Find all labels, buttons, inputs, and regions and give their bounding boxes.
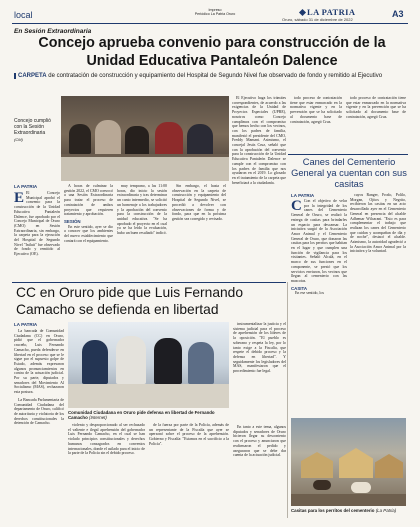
photo-camacho	[68, 322, 229, 408]
photo3-credit: (Internet)	[89, 415, 107, 421]
article1-byline: LA PATRIA	[14, 184, 38, 189]
header-page-number: A3	[392, 9, 404, 19]
article2-body-col1b: La Bancada Parlamentaria de Comunidad Ciudadana del departamento de Oruro, calificó de autoritaria y violatoria de los derechos constitucionales la detención de Camacho.	[14, 397, 64, 426]
article2-body-col2: violento y desproporcionado al ser rechazado el valiente e ilegal aprehensión del gobernador Luis Fernando Camacho, en el cual se han violado principios constitucionales y derechos humanos consagrados en convenios internacionales, donde el asilado para el inicio de la parte de la Policía sin el debido proceso.	[68, 423, 145, 456]
sidebar-body-a: Con el objetivo de velar por la integridad de los canes del Cementerio General de Oruro, se realizó la entrega de casitas para brindarles un espacio para descansar. La iniciativa surgió de la Asociación Amor Animal y el Cementerio General de Oruro, que donaron las casitas para los perritos que habitan en el lugar y que cumplen una función de vigilancia para los visitantes. Señaló Alcalá, en el marco de sus funciones en el componente, se prestó que los servicios enviaron, los vecinos que llegan al cementerio con las mascotas.	[291, 199, 347, 283]
article1-body-col5: todo proceso de contratación tiene que estar enmarcado en la normativa vigente y en la prevención que se ha solicitado al documento base de contratación, agregó Cruz.	[290, 96, 342, 124]
article2-byline: LA PATRIA	[14, 322, 38, 327]
article1-body-col4b: Sin embargo, el hasta el observación en la carpeta de construcción y equipamiento del Hospital de Segundo Nivel, se procedió a devolver con observaciones de forma y de fondo, para que en la próxima gestión sea corregido y revisado.	[172, 184, 226, 221]
header-section-label: local	[14, 10, 33, 20]
header-rule	[12, 23, 408, 24]
logo-text: LA PATRIA	[307, 7, 356, 17]
article2-body-col3: de la fuerza por parte de la Policía, además de un representante de la Fiscalía que ayer se apersonó sobre el proceso de la aprehensión. Gobierno y Fiscalía: "Estamos en el sacrificio a la Policía".	[149, 423, 229, 446]
article2-body-col4: instrumentalizar la justicia y el sistema judicial para el proceso de aprehensión de los líderes de la oposición. "El pueblo es soberano y respeta la ley, por lo tanto exige a la Fiscalía, que respete el debido proceso y la defensa en libertad". Y seguidamente los legisladores del MAS, manifestaron que el procedimiento fue legal.	[233, 322, 286, 374]
article1-col4-cont	[172, 184, 226, 278]
article1-col4	[232, 96, 286, 278]
article2-body-col1: La bancada de Comunidad Ciudadana (CC) en Oruro, pidió que el gobernador cruceño, Luis Fernando Camacho, pueda defenderse en libertad en el proceso que se le sigue por el supuesto golpe de Estado, además expresaron algunos pronunciamientos en contra de la actuación judicial. Por su parte, diputados y senadores del Movimiento Al Socialismo (MAS), rechazaron esta postura.	[14, 329, 64, 395]
photo1-credit: (CM)	[14, 137, 23, 142]
article1-body-col2: A horas de culminar la gestión 2022, el CMO convocó a una Sesión Extraordinaria para tratar el proceso de contratación de ambos proyectos que requieren tratamiento y aprobación.	[64, 184, 113, 217]
header-center-line2: Periódico La Patria Oruro	[194, 12, 236, 17]
sidebar-col2	[350, 193, 406, 393]
header-center-line1: Impreso	[208, 8, 222, 12]
sidebar-subhead: CASITA	[291, 285, 308, 291]
sidebar-body-c: En ese sentido, los	[295, 291, 324, 296]
article2-headline: CC en Oruro pide que Luis Fernando Camacho se defienda en libertad	[16, 285, 244, 317]
dropcap: E	[14, 191, 25, 206]
article1-body-col1: El Concejo Municipal aprobó el convenio para la construcción de la Unidad Educativa Pantaleón Dalence, fue aprobado por el Concejo Municipal de Oruro (CMO) en Sesión Extraordinaria, sin embargo, la carpeta para la ejecución del Hospital de Segundo Nivel "Iniluit" fue observado de fondo y remitido al Ejecutivo (OE).	[14, 191, 60, 257]
article1-lead	[14, 73, 404, 80]
logo-mark-icon	[299, 9, 306, 16]
photo3-caption-box	[68, 410, 229, 421]
article1-lead-label: CARPETA	[14, 73, 47, 79]
article1-col6	[346, 96, 406, 151]
photo1-caption-box	[14, 118, 58, 143]
article1-headline: Concejo aprueba convenio para construcción de la Unidad Educativa Pantaleón Dalence	[38, 35, 386, 69]
article1-subhead: SESIÓN	[64, 218, 81, 224]
article1-body-col2b: En este sentido, ayer se dio a conocer que los ambientes del nuevo establecimiento que contará con el equipamiento.	[64, 224, 113, 243]
photo2-credit: (La Patria)	[375, 508, 397, 513]
sidebar-dropcap: C	[291, 199, 302, 214]
article2-col5	[233, 425, 286, 519]
article1-body-col4: El Ejecutivo haga los trámites correspondientes, de acuerdo a las exigencias de la Unidad de Proyectos Especiales (UPRE), nosotros como Concejo cumplimos con el compromiso que hemos hecho con los vecinos, con los padres de familia, manifestó el presidente del CMO, Freddy Mamani. Asimismo, el concejal Jesús Cruz, señaló que con la aprobación del convenio para la construcción de la Unidad Educativa Pantaleón Dalence se cumple con el compromiso con los padres de familia que nos ayudaron en el 2019. Lo glosado en el tratamiento de la carpeta que beneficiará a la ciudadanía.	[232, 96, 286, 185]
header-center	[175, 8, 255, 17]
sidebar-col1	[291, 199, 347, 397]
sidebar-headline: Canes del Cementerio General ya cuentan con sus casitas	[291, 157, 407, 189]
article2-col3	[149, 423, 229, 519]
sidebar-rule	[288, 154, 408, 155]
photo-council	[61, 96, 229, 181]
article2-col1	[14, 329, 64, 519]
article1-lead-text: de contratación de construcción y equipamiento del Hospital de Segundo Nivel fue observado de fondo y remitido al Ejecutivo	[48, 73, 383, 79]
photo1-caption: Concejo cumplió con la Sesión Extraordinaria	[14, 118, 51, 136]
article2-col4	[233, 322, 286, 422]
photo2-caption-box	[291, 508, 409, 514]
sidebar-body-b: cuyos Ranger, Frodo, Polilo, Morgan, Ojitos y Negrito, recibieron las casitas en un acto desarrollado ayer en el Cementerio General en presencia del alcalde Adhemar Wilcarani. "Esto es para complementar el trabajo que realizan los canes del Cementerio que cuidan y acompañan de día y de noche", destacó el alcalde. Asimismo, la autoridad agradeció a la Asociación Amor Animal por la iniciativa y la voluntad.	[350, 193, 406, 254]
vertical-divider	[287, 282, 288, 518]
article1-col5	[290, 96, 342, 151]
article1-body-col3: muy temprano, a las 11:00 horas, dio inicio la sesión extraordinaria y tras determinar un canto intermedio, se solicitó un homenaje a los trabajadores y la aprobación del convenio para la construcción de la unidad educativa. "Se ha aprobado el proyecto en el cual ya se ha leído la evaluación, hubo un buen resultado" indicó.	[117, 184, 167, 236]
photo3-caption: Comunidad Ciudadana en Oruro pide defensa en libertad de Fernando Camacho	[68, 410, 215, 421]
article2-rule	[12, 282, 286, 283]
photo2-caption: Casitas para los perritos del cementerio	[291, 508, 375, 513]
article1-col1	[14, 191, 60, 279]
sidebar-byline: LA PATRIA	[291, 193, 315, 198]
header-logo	[300, 7, 355, 17]
article1-kicker: En Sesión Extraordinaria	[14, 28, 92, 35]
article2-col2	[68, 423, 145, 519]
header-date: Oruro, sábado 31 de diciembre de 2022	[282, 17, 353, 22]
article1-col2	[64, 184, 113, 278]
photo-dogs	[291, 418, 406, 506]
article2-body-col5: En tanto a este tema, algunos diputados y senadores de Oruro hicieron llegar su descontento con el proceso y anunciaron que reafirmaron el pedido y aseguraron que se debe dar cuenta de la actuación judicial.	[233, 425, 286, 458]
article1-col3	[117, 184, 167, 278]
article1-body-col6: todo proceso de contratación tiene que estar enmarcado en la normativa vigente y en la prevención que se ha solicitado al documento base de contratación, agregó Cruz.	[346, 96, 406, 119]
